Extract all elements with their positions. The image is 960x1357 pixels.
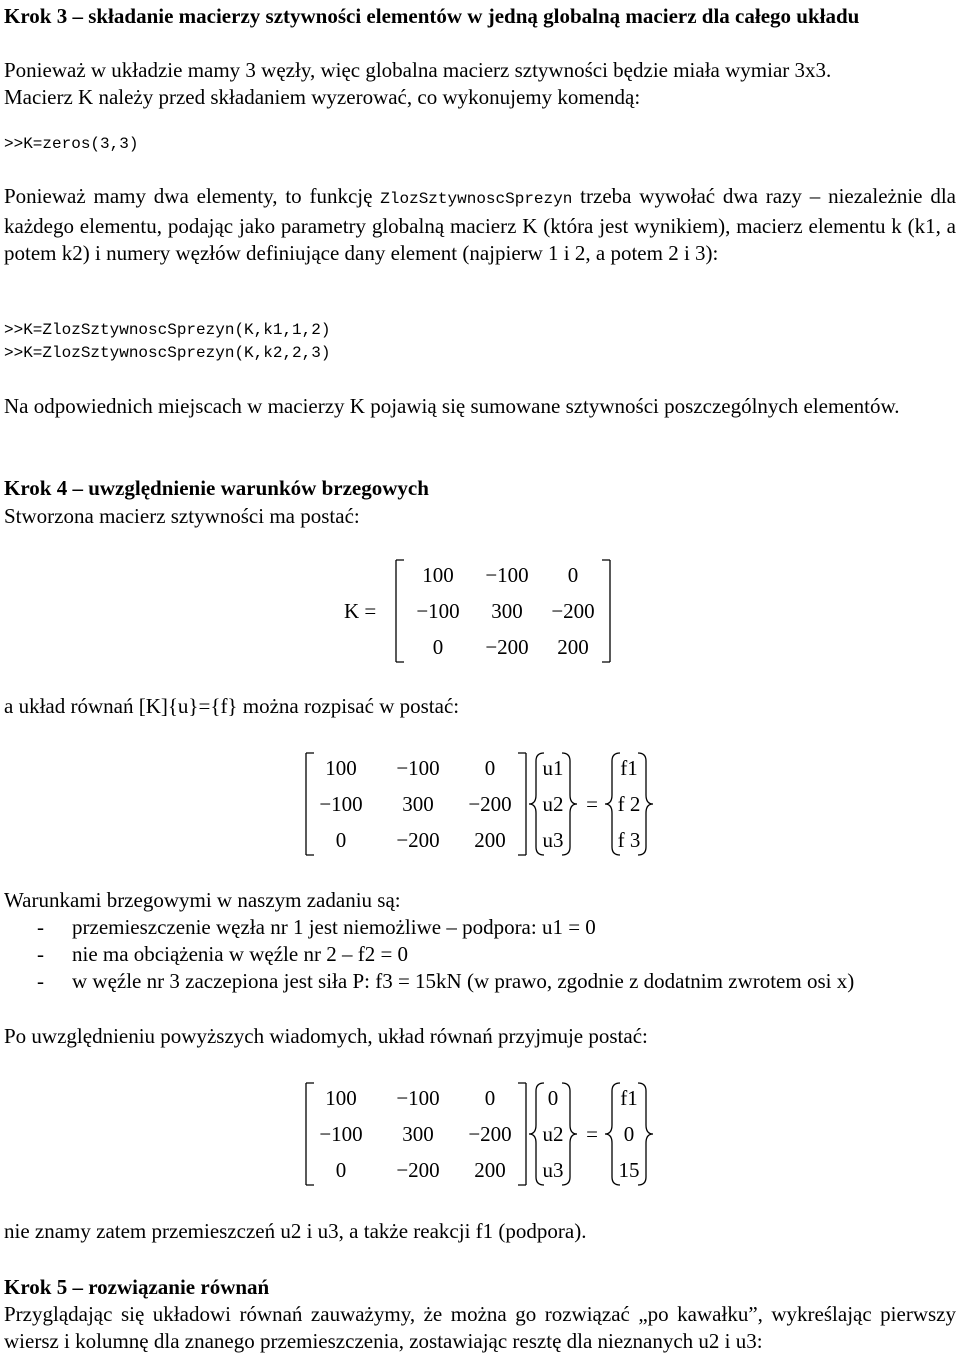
step3-paragraph-2-post: trzeba wywołać dwa razy – niezależnie dla każdego elementu, podając jako parametry globalną macierz K (która jest wynikiem), macierz elementu k (k1, a potem k2) i numery węzłów definiujące dany element (najpierw 1 i 2, a potem 2 i 3):: [4, 184, 956, 265]
u-vector-right-brace: [562, 1083, 577, 1185]
step5-heading: Krok 5 – rozwiązanie równań: [4, 1275, 270, 1299]
list-item: [4, 914, 956, 941]
matrix-cell: 300: [402, 1122, 434, 1146]
u-vector-right-brace: [562, 753, 577, 855]
boundary-conditions-list: [4, 914, 956, 995]
matrix-cell: 0: [484, 1086, 496, 1110]
f-vector-entry: f1: [620, 1086, 638, 1110]
u-vector-entry: 0: [547, 1086, 559, 1110]
equation-system-1-svg: [300, 745, 680, 863]
u-vector-entry: u3: [542, 1158, 564, 1182]
k-label: K =: [344, 599, 377, 623]
equals-sign: =: [586, 792, 598, 816]
list-item: [4, 941, 956, 968]
matrix-cell: −100: [396, 1086, 440, 1110]
list-item-text: nie ma obciążenia w węźle nr 2 – f2 = 0: [72, 942, 409, 966]
f-vector-entry: f 2: [617, 792, 641, 816]
right-bracket: [602, 560, 610, 662]
step3-heading: Krok 3 – składanie macierzy sztywności elementów w jedną globalną macierz dla całego układu: [4, 4, 860, 28]
code-assemble-k1: >>K=ZlozSztywnoscSprezyn(K,k1,1,2): [4, 321, 331, 339]
stiffness-matrix-equation: [330, 552, 630, 676]
matrix-cell: 300: [402, 792, 434, 816]
list-bullet: -: [37, 969, 44, 993]
equation-system-2-svg: [300, 1075, 680, 1193]
matrix-cell: −200: [396, 828, 440, 852]
matrix-right-bracket: [518, 1083, 526, 1185]
step3-paragraph-1-line-2: Macierz K należy przed składaniem wyzerować, co wykonujemy komendą:: [4, 85, 641, 109]
f-vector-entry: f 3: [617, 828, 641, 852]
matrix-cell: 100: [325, 756, 357, 780]
after-bc-text: Po uwzględnieniu powyższych wiadomych, układ równań przyjmuje postać:: [4, 1024, 648, 1048]
matrix-cell: −100: [319, 1122, 363, 1146]
step4-conclusion: nie znamy zatem przemieszczeń u2 i u3, a także reakcji f1 (podpora).: [4, 1219, 587, 1243]
u-vector-entry: u2: [542, 792, 564, 816]
u-vector-entry: u1: [542, 756, 564, 780]
list-item-text: w węźle nr 3 zaczepiona jest siła P: f3 = 15kN (w prawo, zgodnie z dodatnim zwrotem osi x): [72, 969, 855, 993]
matrix-cell: 200: [474, 828, 506, 852]
f-vector-right-brace: [638, 1083, 653, 1185]
k-cell: 300: [491, 599, 523, 623]
k-cell: 0: [432, 635, 444, 659]
step3-paragraph-1: [4, 57, 956, 111]
step4-heading: Krok 4 – uwzględnienie warunków brzegowych: [4, 476, 429, 500]
matrix-cell: 200: [474, 1158, 506, 1182]
list-bullet: -: [37, 915, 44, 939]
matrix-cell: −100: [319, 792, 363, 816]
system-intro: a układ równań [K]{u}={f} można rozpisać w postać:: [4, 694, 460, 718]
equals-sign: =: [586, 1122, 598, 1146]
matrix-left-bracket: [306, 1083, 314, 1185]
matrix-cell: −200: [396, 1158, 440, 1182]
matrix-cell: −100: [396, 756, 440, 780]
function-name: ZlozSztywnoscSprezyn: [380, 190, 573, 208]
matrix-cell: 100: [325, 1086, 357, 1110]
bc-intro: Warunkami brzegowymi w naszym zadaniu są:: [4, 888, 401, 912]
left-bracket: [396, 560, 404, 662]
f-vector-entry: f1: [620, 756, 638, 780]
f-vector-entry: 0: [623, 1122, 635, 1146]
u-vector-entry: u2: [542, 1122, 564, 1146]
k-cell: 200: [557, 635, 589, 659]
matrix-right-bracket: [518, 753, 526, 855]
step3-paragraph-2: [4, 183, 956, 267]
k-cell: −100: [416, 599, 460, 623]
f-vector-entry: 15: [618, 1158, 640, 1182]
equation-system-1: [300, 745, 680, 869]
k-cell: −200: [551, 599, 595, 623]
code-assemble-k2: >>K=ZlozSztywnoscSprezyn(K,k2,2,3): [4, 344, 331, 362]
code-zeros: >>K=zeros(3,3): [4, 135, 139, 153]
list-bullet: -: [37, 942, 44, 966]
matrix-left-bracket: [306, 753, 314, 855]
k-cell: 0: [567, 563, 579, 587]
step3-paragraph-1-line-1: Ponieważ w układzie mamy 3 węzły, więc globalna macierz sztywności będzie miała wymiar 3x3.: [4, 58, 832, 82]
step3-paragraph-3: Na odpowiednich miejscach w macierzy K pojawią się sumowane sztywności poszczególnych elementów.: [4, 394, 900, 418]
k-cell: −200: [485, 635, 529, 659]
step5-text: Przyglądając się układowi równań zauważymy, że można go rozwiązać „po kawałku”, wykreślając pierwszy wiersz i kolumnę dla znanego przemieszczenia, zostawiając resztę dla nieznanych u2 i u3:: [4, 1302, 956, 1353]
matrix-cell: −200: [468, 1122, 512, 1146]
list-item: [4, 968, 956, 995]
matrix-cell: 0: [335, 828, 347, 852]
list-item-text: przemieszczenie węzła nr 1 jest niemożliwe – podpora: u1 = 0: [72, 915, 596, 939]
matrix-cell: 0: [335, 1158, 347, 1182]
k-cell: −100: [485, 563, 529, 587]
step3-paragraph-2-pre: Ponieważ mamy dwa elementy, to funkcję: [4, 184, 381, 208]
equation-system-2: [300, 1075, 680, 1199]
matrix-cell: −200: [468, 792, 512, 816]
step4-intro: Stworzona macierz sztywności ma postać:: [4, 504, 360, 528]
matrix-cell: 0: [484, 756, 496, 780]
u-vector-entry: u3: [542, 828, 564, 852]
k-cell: 100: [422, 563, 454, 587]
stiffness-matrix-svg: [330, 552, 630, 670]
